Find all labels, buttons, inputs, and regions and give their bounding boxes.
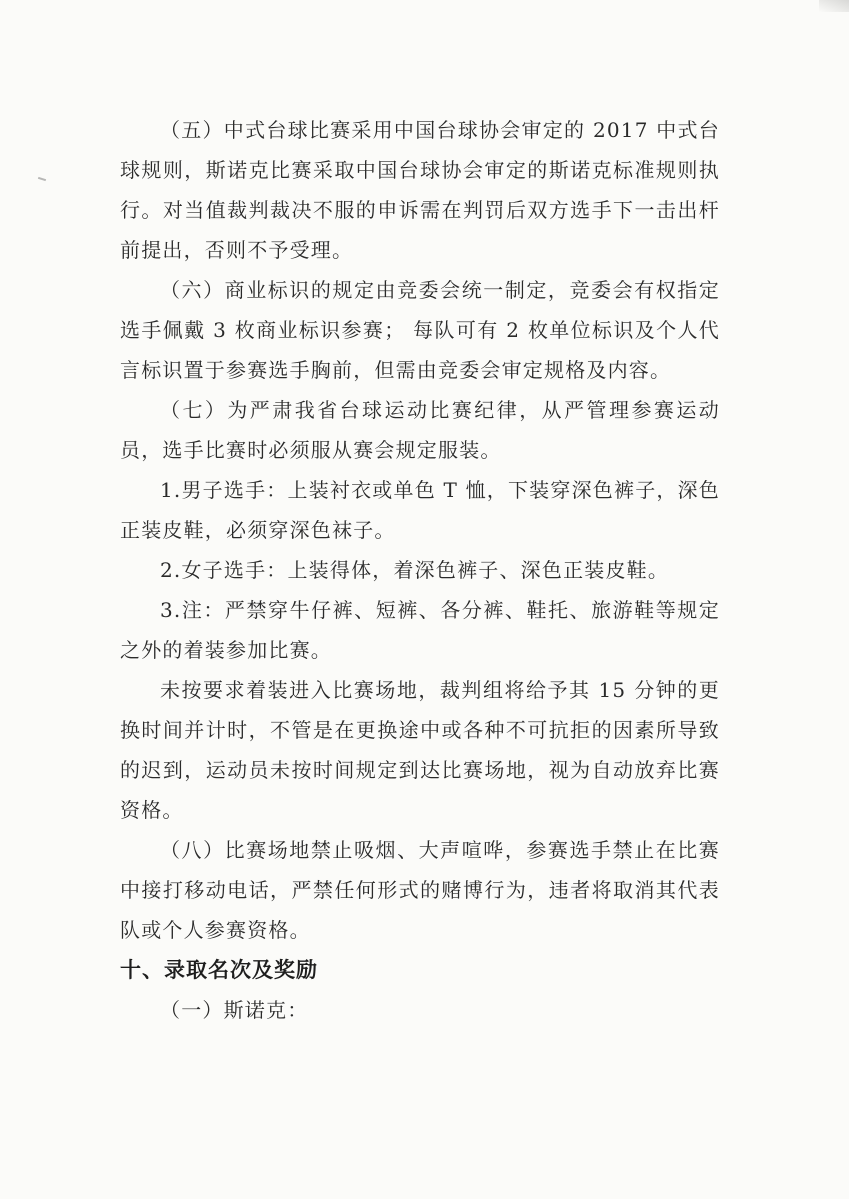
dress-code-penalty: 未按要求着装进入比赛场地，裁判组将给予其 15 分钟的更换时间并计时，不管是在更换途中或各种不可抗拒的因素所导致的迟到，运动员未按时间规定到达比赛场地，视为自动放弃比赛资格。	[120, 678, 720, 822]
section-heading-awards: 十、录取名次及奖励	[120, 958, 318, 982]
paragraph-rules-6: （六）商业标识的规定由竞委会统一制定，竞委会有权指定选手佩戴 3 枚商业标识参赛； 每队可有 2 枚单位标识及个人代言标识置于参赛选手胸前，但需由竞委会审定规格及内容。	[120, 278, 720, 382]
dress-code-men: 1.男子选手：上装衬衣或单色 T 恤，下装穿深色裤子，深色正装皮鞋，必须穿深色袜子。	[120, 478, 720, 542]
dress-code-note: 3.注：严禁穿牛仔裤、短裤、各分裤、鞋托、旅游鞋等规定之外的着装参加比赛。	[120, 598, 720, 662]
paragraph-rules-7: （七）为严肃我省台球运动比赛纪律，从严管理参赛运动员，选手比赛时必须服从赛会规定服装。	[120, 398, 720, 462]
dress-code-women: 2.女子选手：上装得体，着深色裤子、深色正装皮鞋。	[160, 558, 670, 582]
paragraph-rules-8: （八）比赛场地禁止吸烟、大声喧哗，参赛选手禁止在比赛中接打移动电话，严禁任何形式的赌博行为，违者将取消其代表队或个人参赛资格。	[120, 838, 720, 942]
scan-corner-shadow	[819, 0, 849, 12]
scan-speck	[38, 177, 46, 181]
document-body	[120, 110, 720, 1030]
subsection-snooker: （一）斯诺克：	[160, 998, 309, 1022]
paragraph-rules-5: （五）中式台球比赛采用中国台球协会审定的 2017 中式台球规则，斯诺克比赛采取中国台球协会审定的斯诺克标准规则执行。对当值裁判裁决不服的申诉需在判罚后双方选手下一击出杆前提出，否则不予受理。	[120, 118, 720, 262]
